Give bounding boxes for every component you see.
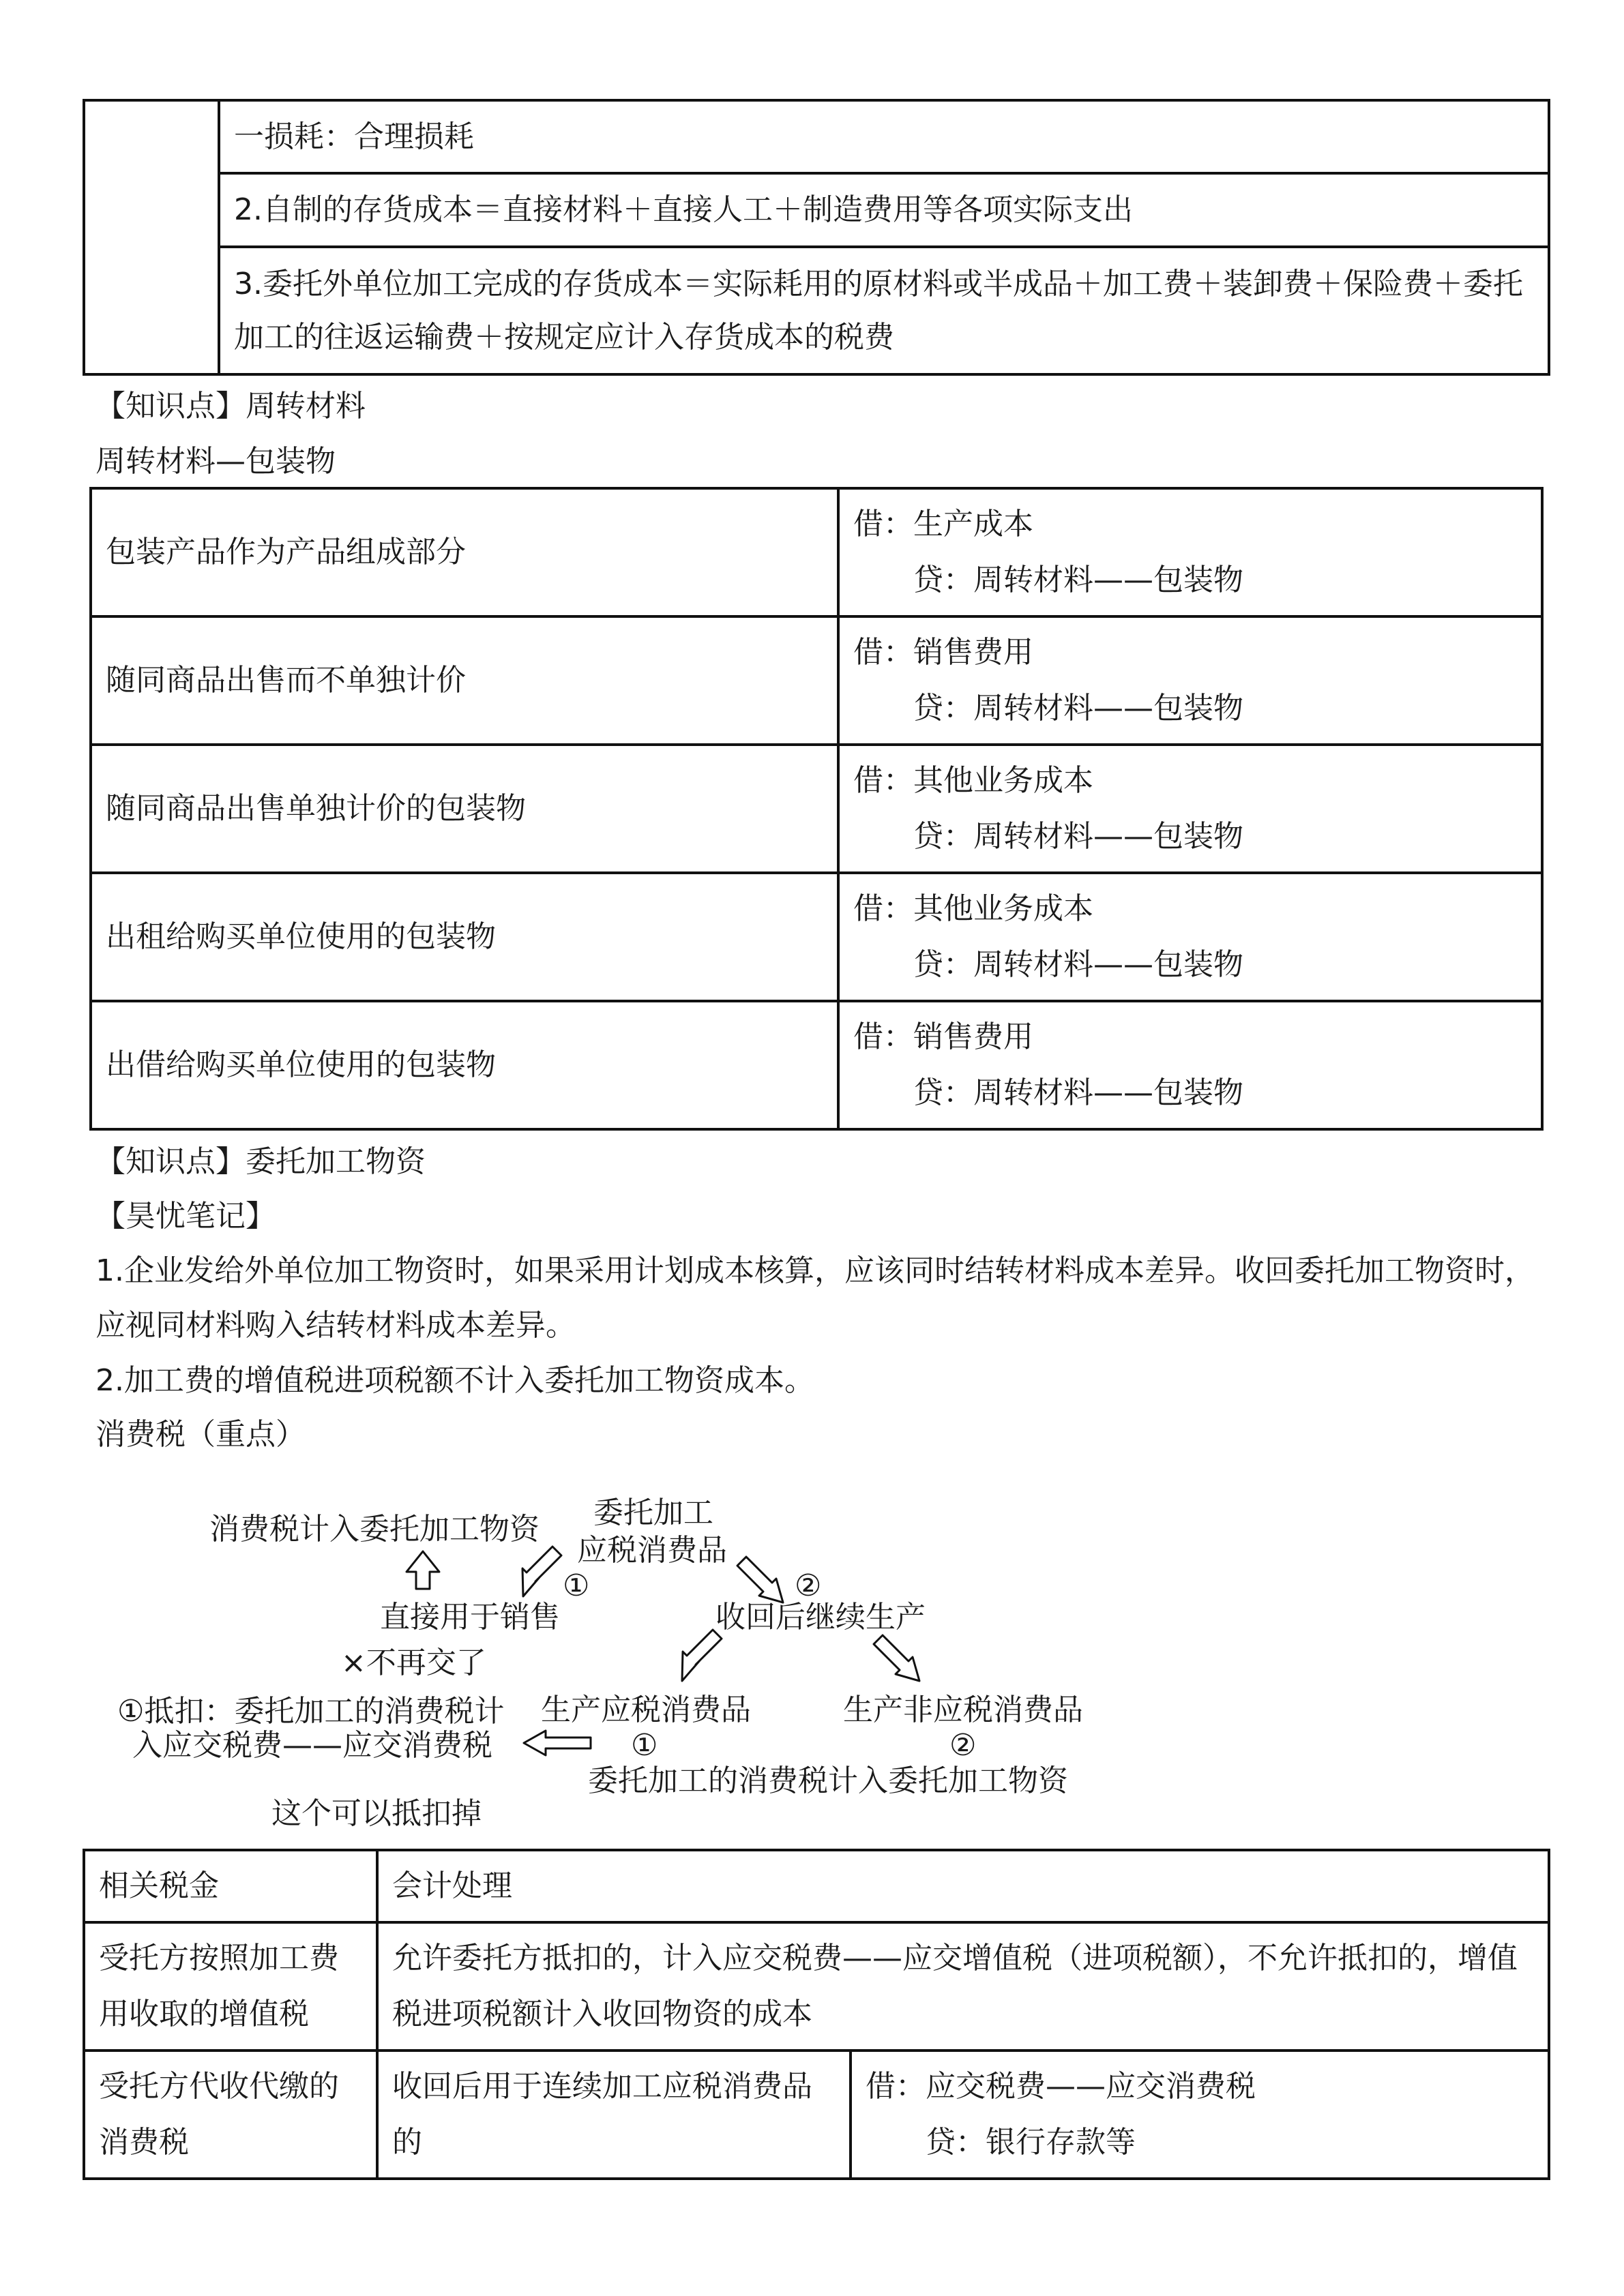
packaging-situation: 随同商品出售单独计价的包装物 bbox=[91, 745, 838, 873]
packaging-situation: 包装产品作为产品组成部分 bbox=[91, 488, 838, 616]
consumption-tax-heading: 消费税（重点） bbox=[95, 1417, 306, 1452]
section1-subheading: 周转材料—包装物 bbox=[95, 444, 336, 479]
diagram-continue-prod: 收回后继续生产 bbox=[715, 1600, 926, 1635]
table-row bbox=[84, 2051, 1549, 2179]
diagram-circle2: ② bbox=[795, 1568, 822, 1603]
debit-entry: 借：其他业务成本 bbox=[853, 763, 1093, 798]
packaging-situation: 出租给购买单位使用的包装物 bbox=[91, 873, 838, 1001]
tax-table bbox=[83, 1849, 1550, 2180]
note-heading: 【昊忧笔记】 bbox=[95, 1199, 276, 1234]
diagram-deduct-line2: 入应交税费——应交消费税 bbox=[132, 1728, 492, 1763]
diagram-direct-sale: 直接用于销售 bbox=[380, 1600, 560, 1635]
note-para2: 2.加工费的增值税进项税额不计入委托加工物资成本。 bbox=[95, 1363, 814, 1398]
credit-entry: 贷：周转材料——包装物 bbox=[913, 563, 1243, 597]
arrow-up-icon bbox=[407, 1551, 439, 1589]
diagram-taxable-prod: 生产应税消费品 bbox=[541, 1693, 751, 1727]
credit-entry: 贷：周转材料——包装物 bbox=[913, 947, 1243, 982]
diagram-nontaxable-prod: 生产非应税消费品 bbox=[843, 1693, 1083, 1727]
table-row bbox=[84, 1922, 1549, 2051]
diagram-deduct-line1: ①抵扣：委托加工的消费税计 bbox=[117, 1694, 505, 1729]
row2-tax: 受托方代收代缴的消费税 bbox=[84, 2051, 377, 2179]
top-table-row-self-made: 2.自制的存货成本＝直接材料＋直接人工＋制造费用等各项实际支出 bbox=[219, 173, 1549, 247]
diagram-circle1b: ① bbox=[631, 1728, 658, 1763]
note-para1: 1.企业发给外单位加工物资时，如果采用计划成本核算，应该同时结转材料成本差异。收回委托加工物资时，应视同材料购入结转材料成本差异。 bbox=[95, 1253, 1535, 1343]
arrow-down-right-icon bbox=[737, 1557, 783, 1602]
diagram-circle1: ① bbox=[563, 1568, 590, 1603]
header-treatment: 会计处理 bbox=[377, 1850, 1549, 1922]
debit-entry: 借：生产成本 bbox=[853, 507, 1033, 541]
arrow-left-icon bbox=[524, 1731, 591, 1755]
diagram-circle2b: ② bbox=[949, 1728, 977, 1763]
top-table-row-outsourced: 3.委托外单位加工完成的存货成本＝实际耗用的原材料或半成品＋加工费＋装卸费＋保险费＋委托加工的往返运输费＋按规定应计入存货成本的税费 bbox=[219, 247, 1549, 374]
diagram-no-pay: ×不再交了 bbox=[341, 1645, 486, 1680]
section2-heading: 【知识点】委托加工物资 bbox=[95, 1144, 426, 1179]
row1-treatment: 允许委托方抵扣的，计入应交税费——应交增值税（进项税额），不允许抵扣的，增值税进项税额计入收回物资的成本 bbox=[377, 1922, 1549, 2051]
diagram-left-result: 消费税计入委托加工物资 bbox=[209, 1512, 540, 1547]
credit-entry: 贷：银行存款等 bbox=[926, 2125, 1136, 2160]
diagram-top-line1: 委托加工 bbox=[593, 1495, 713, 1530]
diagram-can-deduct: 这个可以抵扣掉 bbox=[271, 1796, 482, 1831]
row1-tax: 受托方按照加工费用收取的增值税 bbox=[84, 1922, 377, 2051]
section1-heading: 【知识点】周转材料 bbox=[95, 389, 366, 423]
row2-condition: 收回后用于连续加工应税消费品的 bbox=[377, 2051, 851, 2179]
table-header-row bbox=[84, 1850, 1549, 1922]
arrow-down-right-icon bbox=[874, 1635, 919, 1681]
diagram-bottom-result: 委托加工的消费税计入委托加工物资 bbox=[588, 1763, 1068, 1798]
arrow-down-left-icon bbox=[682, 1630, 722, 1681]
debit-entry: 借：销售费用 bbox=[853, 635, 1033, 670]
arrow-down-left-icon bbox=[522, 1547, 561, 1596]
debit-entry: 借：销售费用 bbox=[853, 1019, 1033, 1054]
credit-entry: 贷：周转材料——包装物 bbox=[913, 1075, 1243, 1110]
packaging-situation: 随同商品出售而不单独计价 bbox=[91, 616, 838, 745]
packaging-situation: 出借给购买单位使用的包装物 bbox=[91, 1001, 838, 1129]
top-table-row-loss: 一损耗：合理损耗 bbox=[219, 100, 1549, 173]
debit-entry: 借：其他业务成本 bbox=[853, 891, 1093, 926]
debit-entry: 借：应交税费——应交消费税 bbox=[866, 2069, 1256, 2104]
diagram-top-line2: 应税消费品 bbox=[577, 1533, 727, 1568]
row2-entry bbox=[851, 2051, 1549, 2179]
header-tax: 相关税金 bbox=[84, 1850, 377, 1922]
credit-entry: 贷：周转材料——包装物 bbox=[913, 819, 1243, 854]
credit-entry: 贷：周转材料——包装物 bbox=[913, 691, 1243, 726]
